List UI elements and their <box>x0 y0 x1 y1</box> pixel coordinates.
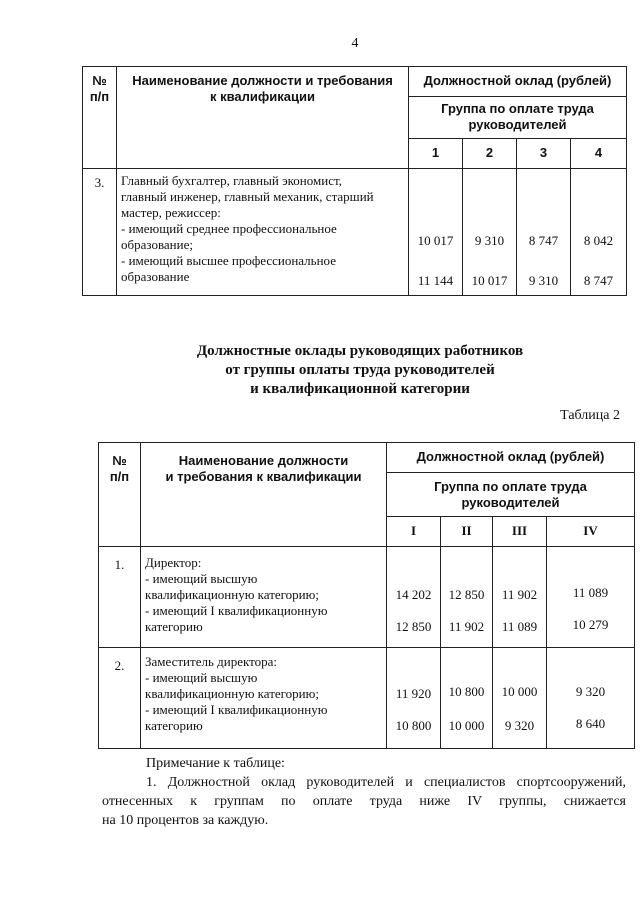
table2-header-num: № п/п <box>99 443 141 547</box>
table1-header-salary: Должностной оклад (рублей) <box>409 67 627 97</box>
table1-group-3: 3 <box>517 139 571 169</box>
table2-row2-values-g1: 11 920 10 800 <box>387 648 441 749</box>
table2-header-salary: Должностной оклад (рублей) <box>387 443 635 473</box>
table-row <box>83 169 627 296</box>
page-number: 4 <box>351 36 359 51</box>
table2-group-1: I <box>387 517 441 547</box>
table2-group-4: IV <box>547 517 635 547</box>
table1-header-group: Группа по оплате труда руководителей <box>409 97 627 139</box>
table2-row2-values-g3: 10 000 9 320 <box>493 648 547 749</box>
table-label: Таблица 2 <box>560 408 620 423</box>
table-row <box>99 547 635 648</box>
note-line-3: на 10 процентов за каждую. <box>102 813 269 828</box>
table1-row-num: 3. <box>83 169 117 296</box>
section-title: Должностные оклады руководящих работников от группы оплаты труда руководителей и квалификационной категории <box>196 343 524 397</box>
table2-row1-values-g3: 11 902 11 089 <box>493 547 547 648</box>
salary-table-2 <box>98 442 635 749</box>
table1-row-text: Главный бухгалтер, главный экономист, главный инженер, главный механик, старший мастер, режиссер: - имеющий среднее профессиональное образование; - имеющий высшее профессиональное образование <box>117 169 409 296</box>
table1-group-1: 1 <box>409 139 463 169</box>
table1-row-values-g2: 9 310 10 017 <box>463 169 517 296</box>
table1-row-values-g1: 10 017 11 144 <box>409 169 463 296</box>
table2-row2-text: Заместитель директора: - имеющий высшую квалификационную категорию; - имеющий I квалификационную категорию <box>141 648 387 749</box>
note-line-2: отнесенных к группам по оплате труда ниже IV группы, снижается <box>102 794 626 809</box>
salary-table-1 <box>82 66 627 296</box>
table1-group-2: 2 <box>463 139 517 169</box>
table2-row1-values-g4: 11 089 10 279 <box>547 547 635 648</box>
table2-header-group: Группа по оплате труда руководителей <box>387 473 635 517</box>
note-body <box>102 773 626 830</box>
table2-row1-num: 1. <box>99 547 141 648</box>
table1-row-values-g3: 8 747 9 310 <box>517 169 571 296</box>
note-line-1: 1. Должностной оклад руководителей и специалистов спортсооружений, <box>146 775 626 790</box>
table2-row1-values-g2: 12 850 11 902 <box>441 547 493 648</box>
table2-row1-values-g1: 14 202 12 850 <box>387 547 441 648</box>
table2-row2-num: 2. <box>99 648 141 749</box>
table2-row2-values-g2: 10 800 10 000 <box>441 648 493 749</box>
table2-row2-values-g4: 9 320 8 640 <box>547 648 635 749</box>
note-title: Примечание к таблице: <box>146 756 285 771</box>
table2-group-2: II <box>441 517 493 547</box>
table2-group-3: III <box>493 517 547 547</box>
table-row <box>99 648 635 749</box>
table1-header-name: Наименование должности и требования к квалификации <box>117 67 409 169</box>
table1-row-values-g4: 8 042 8 747 <box>571 169 627 296</box>
table2-row1-text: Директор: - имеющий высшую квалификационную категорию; - имеющий I квалификационную категорию <box>141 547 387 648</box>
table1-group-4: 4 <box>571 139 627 169</box>
table1-header-num: № п/п <box>83 67 117 169</box>
table2-header-name: Наименование должности и требования к квалификации <box>141 443 387 547</box>
